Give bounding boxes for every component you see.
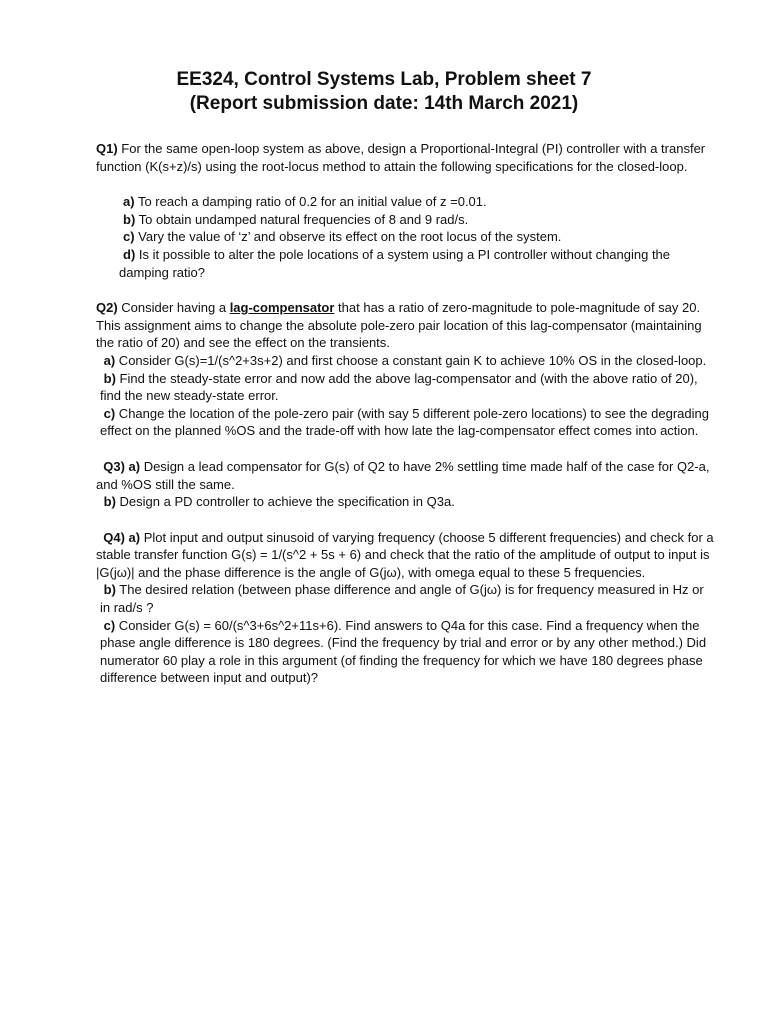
q1-item-c [96,228,716,246]
q4-item-c-text: Consider G(s) = 60/(s^3+6s^2+11s+6). Find answers to Q4a for this case. Find a frequency when the phase angle difference is 180 degrees. (Find the frequency by trial and error or by any other method.) Did numerator 60 play a role in this argument (of finding the frequency for which we have 180 degrees phase difference between input and output)? [100,617,707,686]
q1-text: For the same open-loop system as above, design a Proportional-Integral (PI) controller with a transfer function (K(s+z)/s) using the root-locus method to attain the following specifications for the closed-loop. [96,141,706,174]
q1-label: Q1) [96,141,118,156]
q2-text-before: Consider having a [117,300,230,316]
q1-item-c-label: c) [123,229,135,245]
q2-label: Q2) [96,300,118,316]
q1-item-d-label: d) [123,246,136,262]
q1-item-d-text: Is it possible to alter the pole locations of a system using a PI controller without changing the damping ratio? [119,246,671,280]
q4-item-b-label: b) [103,582,116,598]
title-line-1: EE324, Control Systems Lab, Problem sheet 7 [176,69,592,90]
q1-item-a-text: To reach a damping ratio of 0.2 for an initial value of z =0.01. [134,194,487,210]
q2-item-b [96,370,716,405]
q1-item-a-label: a) [123,194,135,210]
q1-item-c-text: Vary the value of ‘z’ and observe its effect on the root locus of the system. [134,229,562,245]
q1-item-b [96,211,716,229]
q3-item-b-label: b) [103,494,116,510]
problem-body [96,140,716,687]
q2-item-c [96,405,716,440]
page-title [0,68,768,116]
q3-paragraph [96,458,716,493]
q2-item-c-label: c) [103,405,116,421]
q1-item-b-label: b) [123,211,136,227]
q4-item-c [96,617,716,687]
q3-label: Q3) a) [103,458,141,474]
q3-item-b [96,493,716,511]
q2-item-b-text: Find the steady-state error and now add the above lag-compensator and (with the above ratio of 20), find the new steady-state error. [100,370,698,404]
q4-item-b-text: The desired relation (between phase difference and angle of G(jω) is for frequency measured in Hz or in rad/s ? [100,582,704,616]
q3-item-b-text: Design a PD controller to achieve the specification in Q3a. [115,494,455,510]
q4-paragraph [96,529,716,582]
q3-text: Design a lead compensator for G(s) of Q2 to have 2% settling time made half of the case for Q2-a, and %OS still the same. [96,458,710,492]
q2-text-after: that has a ratio of zero-magnitude to pole-magnitude of say 20. This assignment aims to change the absolute pole-zero pair location of this lag-compensator (maintaining the ratio of 20) and see the effect on the transients. [96,300,702,351]
q4-item-b [96,581,716,616]
q2-item-a-label: a) [103,352,116,368]
q4-item-c-label: c) [103,617,116,633]
q1-item-b-text: To obtain undamped natural frequencies of 8 and 9 rad/s. [135,211,469,227]
q2-item-b-label: b) [103,370,116,386]
q2-item-c-text: Change the location of the pole-zero pair (with say 5 different pole-zero locations) to see the degrading effect on the planned %OS and the trade-off with how late the lag-compensator effect comes into action. [100,405,709,439]
q2-item-a-text: Consider G(s)=1/(s^2+3s+2) and first choose a constant gain K to achieve 10% OS in the closed-loop. [115,352,707,368]
q1-item-d [96,246,716,281]
lag-compensator-link[interactable]: lag-compensator [229,300,335,316]
q4-label: Q4) a) [103,529,141,545]
q1-item-a [96,193,716,211]
q4-text: Plot input and output sinusoid of varying frequency (choose 5 different frequencies) and check for a stable transfer function G(s) = 1/(s^2 + 5s + 6) and check that the ratio of the amplitude of output to input is |G(jω)| and the phase difference is the angle of G(jω), with omega equal to these 5 frequencies. [96,529,714,580]
title-line-2: (Report submission date: 14th March 2021) [189,93,579,114]
q2-item-a [96,352,716,370]
q2-paragraph [96,299,716,352]
q1-paragraph [96,140,716,175]
